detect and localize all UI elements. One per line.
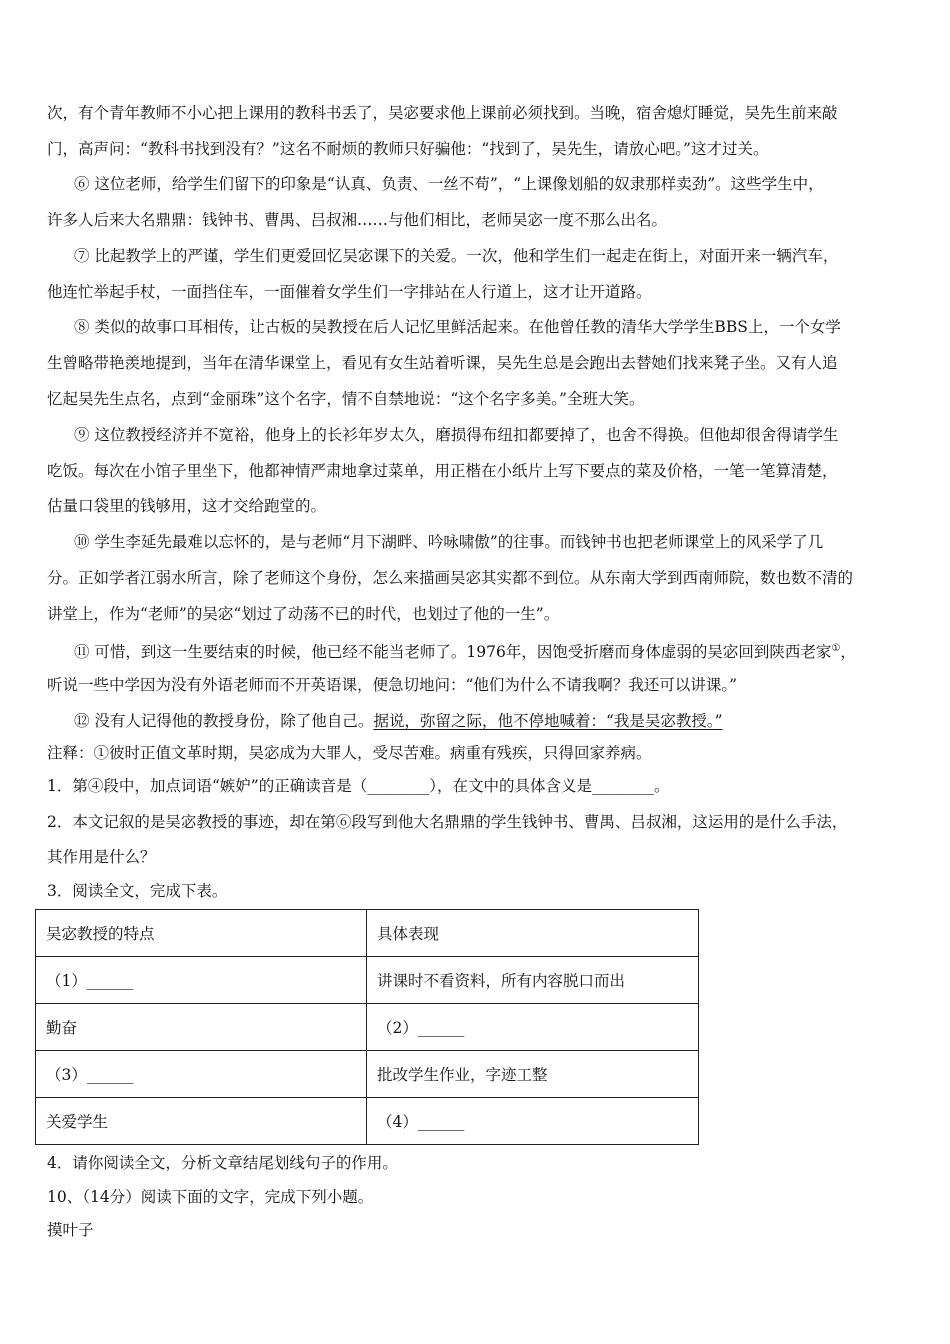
question-2-cont: 其作用是什么？ (47, 848, 156, 866)
section-heading: 10、（14分）阅读下面的文字，完成下列小题。 (47, 1188, 374, 1206)
underlined-sentence: 据说，弥留之际，他不停地喊着：“我是吴宓教授。” (373, 712, 723, 730)
passage-line: 他连忙举起手杖，一面挡住车，一面催着女学生们一字排站在人行道上，这才让开道路。 (47, 283, 652, 301)
passage-line: 次，有个青年教师不小心把上课用的教科书丢了，吴宓要求他上课前必须找到。当晚，宿舍熄灯睡觉，吴先生前来敲 (47, 104, 838, 122)
passage-line: 估量口袋里的钱够用，这才交给跑堂的。 (47, 497, 327, 515)
paragraph-10: ⑩ 学生李延先最难以忘怀的，是与老师“月下湖畔、吟咏啸傲”的往事。而钱钟书也把老师课堂上的风采学了几 (74, 533, 824, 551)
table-cell: （4）______ (367, 1098, 699, 1145)
paragraph-12 (74, 709, 723, 733)
answer-table (35, 909, 699, 1145)
table-cell: （3）______ (36, 1051, 367, 1098)
passage-line: 生曾略带艳羡地提到，当年在清华课堂上，看见有女生站着听课，吴先生总是会跑出去替她们找来凳子坐。又有人追 (47, 354, 838, 372)
paragraph-8: ⑧ 类似的故事口耳相传，让古板的吴教授在后人记忆里鲜活起来。在他曾任教的清华大学学生BBS上，一个女学 (74, 318, 841, 336)
footnote-marker: ① (831, 643, 841, 654)
table-cell: 关爱学生 (36, 1098, 367, 1145)
table-row (36, 1051, 699, 1098)
table-row (36, 957, 699, 1004)
table-cell: 勤奋 (36, 1004, 367, 1051)
table-row (36, 1004, 699, 1051)
table-header-cell: 具体表现 (367, 910, 699, 957)
paragraph-11-punct: ， (840, 643, 856, 662)
passage-line: 门，高声问：“教科书找到没有？”这名不耐烦的教师只好骗他：“找到了，吴先生，请放心吧。”这才过关。 (47, 140, 769, 158)
footnote: 注释：①彼时正值文革时期，吴宓成为大罪人，受尽苦难。病重有残疾，只得回家养病。 (47, 744, 652, 762)
question-4: 4．请你阅读全文，分析文章结尾划线句子的作用。 (47, 1154, 398, 1172)
paragraph-7: ⑦ 比起教学上的严谨，学生们更爱回忆吴宓课下的关爱。一次，他和学生们一起走在街上，对面开来一辆汽车， (74, 247, 839, 265)
passage-line: 听说一些中学因为没有外语老师而不开英语课，便急切地问：“他们为什么不请我啊？我还可以讲课。” (47, 676, 738, 694)
table-row (36, 1098, 699, 1145)
passage-line: 讲堂上，作为“老师”的吴宓“划过了动荡不已的时代，也划过了他的一生”。 (47, 605, 560, 623)
passage-line: 许多人后来大名鼎鼎：钱钟书、曹禺、吕叔湘……与他们相比，老师吴宓一度不那么出名。 (47, 211, 668, 229)
next-passage-title: 摸叶子 (47, 1221, 94, 1239)
question-2: 2．本文记叙的是吴宓教授的事迹，却在第⑥段写到他大名鼎鼎的学生钱钟书、曹禺、吕叔湘，这运用的是什么手法， (47, 813, 848, 831)
paragraph-9: ⑨ 这位教授经济并不宽裕，他身上的长衫年岁太久，磨损得布纽扣都要掉了，也舍不得换。但他却很舍得请学生 (74, 426, 839, 444)
table-cell: （1）______ (36, 957, 367, 1004)
table-cell: （2）______ (367, 1004, 699, 1051)
table-header-cell: 吴宓教授的特点 (36, 910, 367, 957)
paragraph-6: ⑥ 这位老师，给学生们留下的印象是“认真、负责、一丝不苟”，“上课像划船的奴隶那样卖劲”。这些学生中， (74, 175, 824, 193)
table-header-row (36, 910, 699, 957)
paragraph-11-text: ⑪ 可惜，到这一生要结束的时候，他已经不能当老师了。1976年，因饱受折磨而身体虚弱的吴宓回到陕西老家 (74, 643, 832, 662)
passage-line: 忆起吴先生点名，点到“金丽珠”这个名字，情不自禁地说：“这个名字多美。”全班大笑。 (47, 390, 645, 408)
question-1: 1．第④段中，加点词语“嫉妒”的正确读音是（________），在文中的具体含义是________。 (47, 777, 670, 795)
passage-line: 吃饭。每次在小馆子里坐下，他都神情严肃地拿过菜单，用正楷在小纸片上写下要点的菜及价格，一笔一笔算清楚， (47, 462, 838, 480)
question-3: 3．阅读全文，完成下表。 (47, 882, 228, 900)
table-cell: 批改学生作业，字迹工整 (367, 1051, 699, 1098)
paragraph-11 (74, 637, 856, 664)
passage-line: 分。正如学者江弱水所言，除了老师这个身份，怎么来描画吴宓其实都不到位。从东南大学到西南师院，数也数不清的 (47, 569, 854, 587)
table-cell: 讲课时不看资料，所有内容脱口而出 (367, 957, 699, 1004)
paragraph-12-text: ⑫ 没有人记得他的教授身份，除了他自己。 (74, 712, 374, 730)
